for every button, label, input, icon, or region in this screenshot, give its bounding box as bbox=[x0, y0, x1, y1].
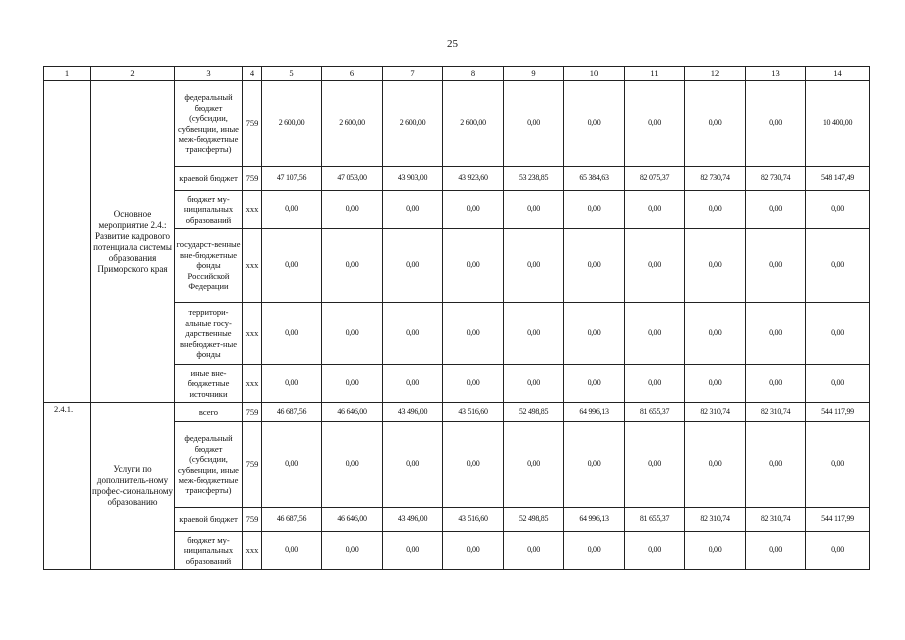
value-cell: 82 310,74 bbox=[746, 508, 806, 532]
value-cell: 0,00 bbox=[322, 532, 383, 570]
value-cell: 2 600,00 bbox=[322, 81, 383, 167]
grbs-code-cell: xxx bbox=[243, 229, 262, 303]
value-cell: 0,00 bbox=[262, 422, 322, 508]
value-cell: 0,00 bbox=[322, 191, 383, 229]
funding-source-cell: территори-альные госу-дарственные внебюджет-ные фонды bbox=[175, 303, 243, 365]
header-cell: 4 bbox=[243, 67, 262, 81]
value-cell: 0,00 bbox=[383, 422, 443, 508]
value-cell: 52 498,85 bbox=[504, 508, 564, 532]
value-cell: 82 730,74 bbox=[746, 167, 806, 191]
value-cell: 82 310,74 bbox=[685, 508, 746, 532]
header-cell: 3 bbox=[175, 67, 243, 81]
value-cell: 544 117,99 bbox=[806, 403, 870, 422]
header-cell: 12 bbox=[685, 67, 746, 81]
value-cell: 0,00 bbox=[383, 229, 443, 303]
value-cell: 0,00 bbox=[685, 229, 746, 303]
value-cell: 82 310,74 bbox=[746, 403, 806, 422]
funding-source-cell: федеральный бюджет (субсидии, субвенции, иные меж-бюджетные трансферты) bbox=[175, 422, 243, 508]
value-cell: 0,00 bbox=[685, 532, 746, 570]
value-cell: 0,00 bbox=[322, 422, 383, 508]
funding-source-cell: федеральный бюджет (субсидии, субвенции, иные меж-бюджетные трансферты) bbox=[175, 81, 243, 167]
value-cell: 0,00 bbox=[685, 191, 746, 229]
value-cell: 0,00 bbox=[685, 303, 746, 365]
value-cell: 0,00 bbox=[504, 191, 564, 229]
value-cell: 64 996,13 bbox=[564, 508, 625, 532]
value-cell: 2 600,00 bbox=[262, 81, 322, 167]
value-cell: 0,00 bbox=[806, 422, 870, 508]
value-cell: 0,00 bbox=[806, 532, 870, 570]
header-cell: 11 bbox=[625, 67, 685, 81]
funding-source-cell: краевой бюджет bbox=[175, 167, 243, 191]
funding-source-cell: государст-венные вне-бюджетные фонды Российской Федерации bbox=[175, 229, 243, 303]
value-cell: 0,00 bbox=[504, 81, 564, 167]
value-cell: 0,00 bbox=[564, 191, 625, 229]
value-cell: 0,00 bbox=[625, 229, 685, 303]
value-cell: 0,00 bbox=[262, 303, 322, 365]
budget-table bbox=[43, 66, 870, 570]
value-cell: 0,00 bbox=[262, 365, 322, 403]
value-cell: 0,00 bbox=[564, 532, 625, 570]
measure-name-cell: Услуги по дополнитель-ному профес-сиональному образованию bbox=[91, 403, 175, 570]
grbs-code-cell: xxx bbox=[243, 365, 262, 403]
value-cell: 0,00 bbox=[806, 229, 870, 303]
header-cell: 1 bbox=[44, 67, 91, 81]
value-cell: 81 655,37 bbox=[625, 508, 685, 532]
value-cell: 0,00 bbox=[504, 229, 564, 303]
value-cell: 0,00 bbox=[685, 81, 746, 167]
value-cell: 0,00 bbox=[746, 422, 806, 508]
value-cell: 46 646,00 bbox=[322, 508, 383, 532]
value-cell: 43 516,60 bbox=[443, 508, 504, 532]
value-cell: 47 107,56 bbox=[262, 167, 322, 191]
value-cell: 2 600,00 bbox=[443, 81, 504, 167]
value-cell: 0,00 bbox=[685, 365, 746, 403]
value-cell: 46 687,56 bbox=[262, 403, 322, 422]
value-cell: 0,00 bbox=[443, 365, 504, 403]
table-row bbox=[44, 81, 870, 167]
value-cell: 0,00 bbox=[322, 365, 383, 403]
grbs-code-cell: 759 bbox=[243, 422, 262, 508]
value-cell: 0,00 bbox=[262, 532, 322, 570]
page-number: 25 bbox=[447, 38, 458, 50]
value-cell: 82 310,74 bbox=[685, 403, 746, 422]
funding-source-cell: бюджет му-ниципальных образований bbox=[175, 532, 243, 570]
value-cell: 0,00 bbox=[504, 303, 564, 365]
header-cell: 2 bbox=[91, 67, 175, 81]
value-cell: 0,00 bbox=[564, 229, 625, 303]
value-cell: 0,00 bbox=[443, 229, 504, 303]
value-cell: 0,00 bbox=[746, 303, 806, 365]
value-cell: 0,00 bbox=[564, 81, 625, 167]
value-cell: 0,00 bbox=[443, 422, 504, 508]
value-cell: 64 996,13 bbox=[564, 403, 625, 422]
value-cell: 52 498,85 bbox=[504, 403, 564, 422]
header-cell: 10 bbox=[564, 67, 625, 81]
header-cell: 14 bbox=[806, 67, 870, 81]
value-cell: 43 496,00 bbox=[383, 403, 443, 422]
value-cell: 0,00 bbox=[806, 303, 870, 365]
value-cell: 0,00 bbox=[746, 229, 806, 303]
value-cell: 0,00 bbox=[383, 532, 443, 570]
grbs-code-cell: xxx bbox=[243, 532, 262, 570]
grbs-code-cell: xxx bbox=[243, 191, 262, 229]
value-cell: 0,00 bbox=[383, 365, 443, 403]
value-cell: 53 238,85 bbox=[504, 167, 564, 191]
value-cell: 46 687,56 bbox=[262, 508, 322, 532]
value-cell: 0,00 bbox=[262, 229, 322, 303]
grbs-code-cell: 759 bbox=[243, 403, 262, 422]
value-cell: 82 730,74 bbox=[685, 167, 746, 191]
funding-source-cell: бюджет му-ниципальных образований bbox=[175, 191, 243, 229]
value-cell: 43 516,60 bbox=[443, 403, 504, 422]
value-cell: 0,00 bbox=[746, 81, 806, 167]
value-cell: 544 117,99 bbox=[806, 508, 870, 532]
value-cell: 0,00 bbox=[806, 365, 870, 403]
table-body bbox=[44, 67, 870, 570]
value-cell: 10 400,00 bbox=[806, 81, 870, 167]
value-cell: 0,00 bbox=[746, 191, 806, 229]
value-cell: 0,00 bbox=[625, 81, 685, 167]
value-cell: 0,00 bbox=[685, 422, 746, 508]
value-cell: 0,00 bbox=[504, 365, 564, 403]
value-cell: 0,00 bbox=[625, 191, 685, 229]
grbs-code-cell: 759 bbox=[243, 508, 262, 532]
value-cell: 0,00 bbox=[625, 422, 685, 508]
value-cell: 0,00 bbox=[746, 365, 806, 403]
value-cell: 0,00 bbox=[443, 303, 504, 365]
header-cell: 7 bbox=[383, 67, 443, 81]
value-cell: 47 053,00 bbox=[322, 167, 383, 191]
value-cell: 0,00 bbox=[625, 532, 685, 570]
value-cell: 65 384,63 bbox=[564, 167, 625, 191]
value-cell: 0,00 bbox=[625, 303, 685, 365]
value-cell: 82 075,37 bbox=[625, 167, 685, 191]
value-cell: 548 147,49 bbox=[806, 167, 870, 191]
value-cell: 0,00 bbox=[322, 303, 383, 365]
table-row bbox=[44, 403, 870, 422]
value-cell: 0,00 bbox=[443, 532, 504, 570]
value-cell: 0,00 bbox=[383, 303, 443, 365]
value-cell: 43 923,60 bbox=[443, 167, 504, 191]
funding-source-cell: иные вне-бюджетные источники bbox=[175, 365, 243, 403]
value-cell: 2 600,00 bbox=[383, 81, 443, 167]
value-cell: 0,00 bbox=[806, 191, 870, 229]
header-cell: 5 bbox=[262, 67, 322, 81]
grbs-code-cell: xxx bbox=[243, 303, 262, 365]
value-cell: 0,00 bbox=[262, 191, 322, 229]
value-cell: 0,00 bbox=[564, 365, 625, 403]
grbs-code-cell: 759 bbox=[243, 167, 262, 191]
header-row bbox=[44, 67, 870, 81]
value-cell: 0,00 bbox=[383, 191, 443, 229]
value-cell: 43 496,00 bbox=[383, 508, 443, 532]
value-cell: 43 903,00 bbox=[383, 167, 443, 191]
row-code-cell: 2.4.1. bbox=[44, 403, 91, 570]
value-cell: 46 646,00 bbox=[322, 403, 383, 422]
funding-source-cell: краевой бюджет bbox=[175, 508, 243, 532]
value-cell: 0,00 bbox=[322, 229, 383, 303]
funding-source-cell: всего bbox=[175, 403, 243, 422]
value-cell: 0,00 bbox=[443, 191, 504, 229]
value-cell: 0,00 bbox=[625, 365, 685, 403]
value-cell: 0,00 bbox=[564, 303, 625, 365]
value-cell: 0,00 bbox=[504, 422, 564, 508]
header-cell: 13 bbox=[746, 67, 806, 81]
value-cell: 81 655,37 bbox=[625, 403, 685, 422]
header-cell: 9 bbox=[504, 67, 564, 81]
value-cell: 0,00 bbox=[564, 422, 625, 508]
measure-name-cell: Основное мероприятие 2.4.: Развитие кадрового потенциала системы образования Приморского края bbox=[91, 81, 175, 403]
row-code-cell bbox=[44, 81, 91, 403]
grbs-code-cell: 759 bbox=[243, 81, 262, 167]
value-cell: 0,00 bbox=[746, 532, 806, 570]
header-cell: 6 bbox=[322, 67, 383, 81]
header-cell: 8 bbox=[443, 67, 504, 81]
value-cell: 0,00 bbox=[504, 532, 564, 570]
